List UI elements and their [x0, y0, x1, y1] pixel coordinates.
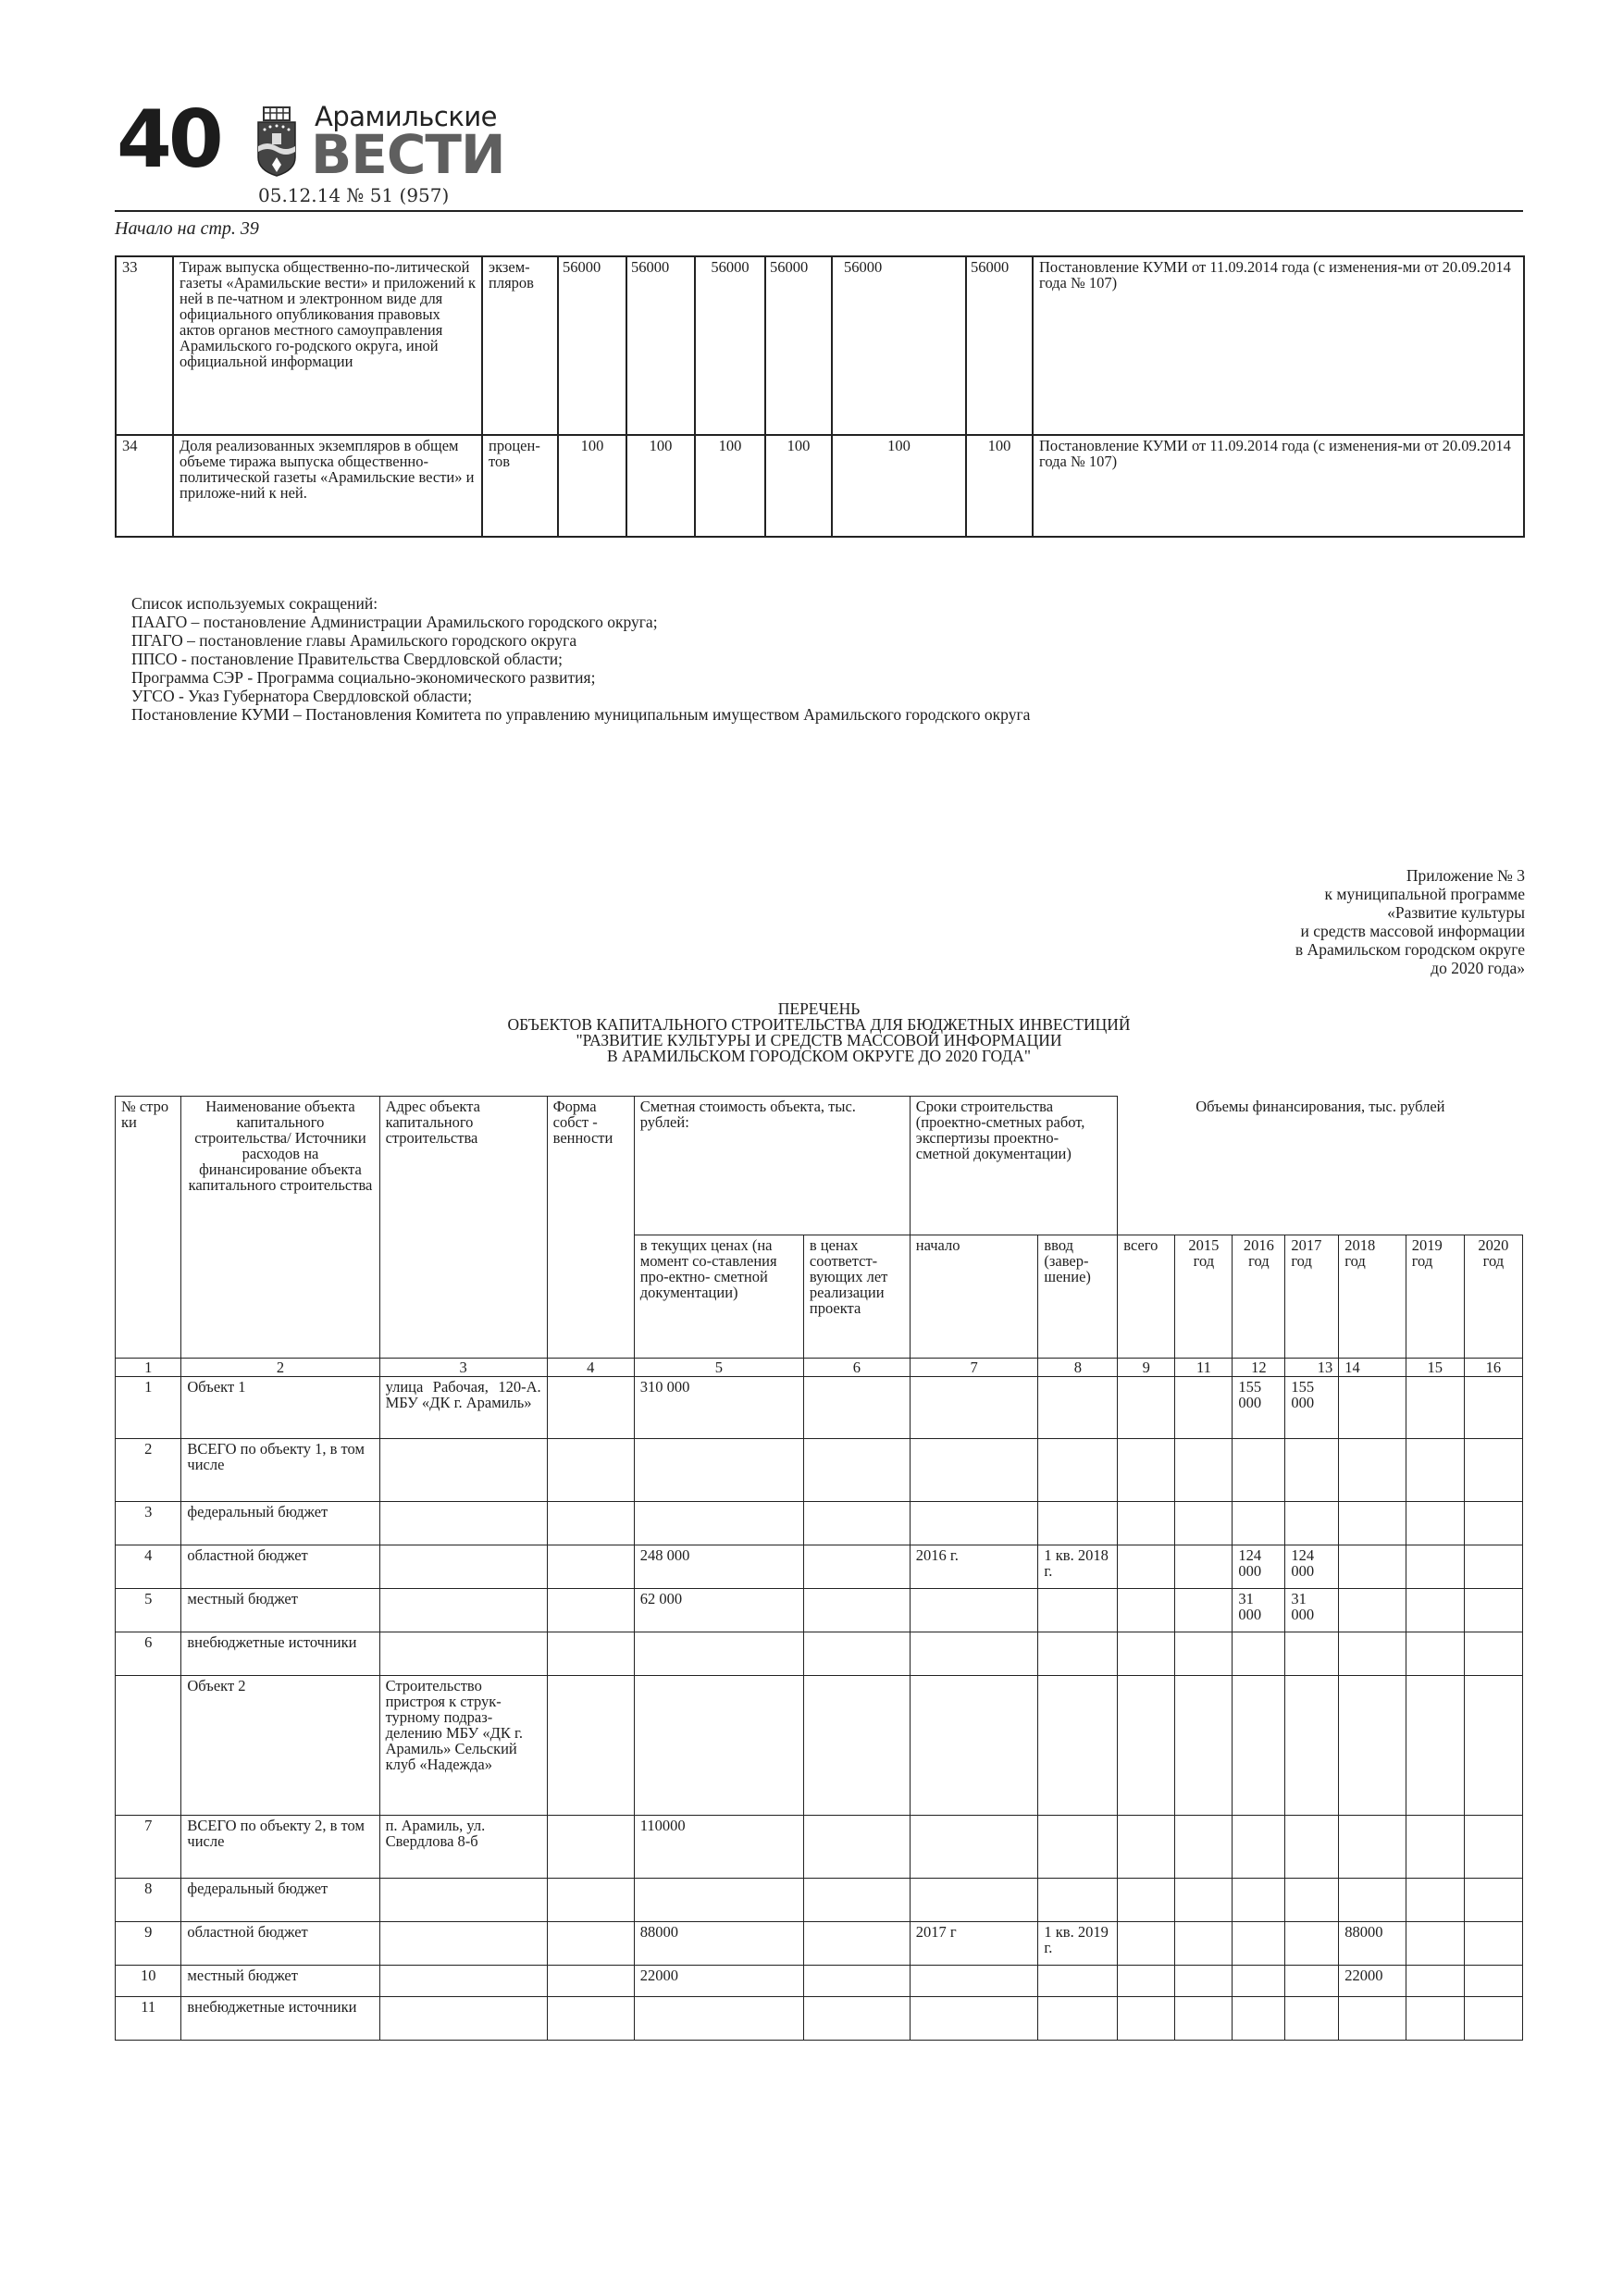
table-row [116, 1997, 1523, 2041]
funding-total [1118, 1816, 1175, 1879]
appendix-line: в Арамильском городском округе [1295, 940, 1525, 959]
start-date [910, 1377, 1038, 1439]
funding-2018 [1339, 1676, 1406, 1816]
end-date [1038, 1502, 1118, 1545]
header-cost-group: Сметная стоимость объекта, тыс. рублей: [634, 1097, 910, 1235]
table-row [116, 1879, 1523, 1922]
row-number: 1 [116, 1377, 181, 1439]
funding-2017: 155 000 [1285, 1377, 1339, 1439]
funding-2015 [1175, 1997, 1233, 2041]
object-name: Объект 1 [181, 1377, 379, 1439]
appendix-line: и средств массовой информации [1300, 922, 1525, 940]
table-row [116, 1922, 1523, 1966]
cost-current: 248 000 [634, 1545, 803, 1589]
start-date [910, 1879, 1038, 1922]
funding-total [1118, 1966, 1175, 1997]
funding-2016 [1233, 1879, 1285, 1922]
table-row [116, 1632, 1523, 1676]
table-row [116, 1676, 1523, 1816]
table-row [116, 1545, 1523, 1589]
row-number: 2 [116, 1439, 181, 1502]
column-number: 4 [547, 1359, 634, 1377]
continued-from: Начало на стр. 39 [115, 218, 259, 239]
funding-total [1118, 1545, 1175, 1589]
indicators-table [115, 255, 1525, 538]
cost-years [803, 1502, 910, 1545]
start-date [910, 1997, 1038, 2041]
abbreviations-title: Список используемых сокращений: [131, 594, 378, 613]
funding-2017 [1285, 1966, 1339, 1997]
object-name: местный бюджет [181, 1966, 379, 1997]
object-name: федеральный бюджет [181, 1502, 379, 1545]
column-number: 8 [1038, 1359, 1118, 1377]
funding-2016 [1233, 1676, 1285, 1816]
header-total: всего [1118, 1235, 1175, 1359]
funding-2016 [1233, 1502, 1285, 1545]
row-number: 3 [116, 1502, 181, 1545]
funding-total [1118, 1632, 1175, 1676]
cost-years [803, 1676, 910, 1816]
header-year-2020: 2020 год [1464, 1235, 1522, 1359]
column-number: 15 [1406, 1359, 1464, 1377]
funding-2020 [1464, 1879, 1522, 1922]
cost-years [803, 1589, 910, 1632]
object-address: Строительство пристроя к струк-турному подраз-делению МБУ «ДК г. Арамиль» Сельский клуб «Надежда» [379, 1676, 547, 1816]
funding-2015 [1175, 1816, 1233, 1879]
funding-2015 [1175, 1922, 1233, 1966]
funding-2020 [1464, 1377, 1522, 1439]
table-row [116, 1502, 1523, 1545]
object-address [379, 1632, 547, 1676]
ownership [547, 1676, 634, 1816]
appendix-note [1295, 866, 1525, 977]
funding-2017 [1285, 1922, 1339, 1966]
abbreviation-item: Программа СЭР - Программа социально-экономического развития; [131, 668, 596, 687]
table-row [116, 1966, 1523, 1997]
cost-years [803, 1966, 910, 1997]
funding-2019 [1406, 1377, 1464, 1439]
start-date [910, 1816, 1038, 1879]
row-number: 34 [116, 435, 173, 537]
document-title [115, 1001, 1523, 1064]
funding-2016: 31 000 [1233, 1589, 1285, 1632]
start-date [910, 1966, 1038, 1997]
header-row [116, 1097, 1523, 1235]
column-number: 11 [1175, 1359, 1233, 1377]
funding-2018 [1339, 1439, 1406, 1502]
header-cost-years: в ценах соответст-вующих лет реализации проекта [803, 1235, 910, 1359]
object-address [379, 1997, 547, 2041]
title-line: "РАЗВИТИЕ КУЛЬТУРЫ И СРЕДСТВ МАССОВОЙ ИНФОРМАЦИИ [576, 1031, 1062, 1049]
funding-2018 [1339, 1816, 1406, 1879]
table-row [116, 1439, 1523, 1502]
object-address [379, 1966, 547, 1997]
header-funding-group: Объемы финансирования, тыс. рублей [1118, 1097, 1523, 1235]
object-address [379, 1439, 547, 1502]
funding-2016 [1233, 1922, 1285, 1966]
row-number: 4 [116, 1545, 181, 1589]
cost-current [634, 1502, 803, 1545]
object-address [379, 1922, 547, 1966]
funding-total [1118, 1439, 1175, 1502]
end-date [1038, 1632, 1118, 1676]
column-number: 1 [116, 1359, 181, 1377]
ownership [547, 1377, 634, 1439]
funding-2015 [1175, 1676, 1233, 1816]
column-number: 12 [1233, 1359, 1285, 1377]
object-address [379, 1502, 547, 1545]
row-number: 11 [116, 1997, 181, 2041]
ownership [547, 1439, 634, 1502]
abbreviation-item: УГСО - Указ Губернатора Свердловской области; [131, 687, 473, 705]
funding-2018 [1339, 1377, 1406, 1439]
header-ownership: Форма собст - венности [547, 1097, 634, 1359]
cost-current: 110000 [634, 1816, 803, 1879]
object-address [379, 1545, 547, 1589]
cost-years [803, 1997, 910, 2041]
table-row [116, 1377, 1523, 1439]
cost-current [634, 1997, 803, 2041]
row-number: 5 [116, 1589, 181, 1632]
funding-2016 [1233, 1439, 1285, 1502]
funding-2018 [1339, 1589, 1406, 1632]
funding-total [1118, 1676, 1175, 1816]
row-number: 10 [116, 1966, 181, 1997]
funding-2017 [1285, 1816, 1339, 1879]
funding-2016: 155 000 [1233, 1377, 1285, 1439]
end-date: 1 кв. 2019 г. [1038, 1922, 1118, 1966]
newspaper-name-top: Арамильские [315, 101, 498, 132]
header-address: Адрес объекта капитального строительства [379, 1097, 547, 1359]
cost-current [634, 1676, 803, 1816]
funding-2019 [1406, 1922, 1464, 1966]
abbreviation-item: ПААГО – постановление Администрации Арамильского городского округа; [131, 613, 658, 631]
cost-years [803, 1879, 910, 1922]
start-date [910, 1589, 1038, 1632]
funding-2016 [1233, 1997, 1285, 2041]
funding-2020 [1464, 1966, 1522, 1997]
header-end: ввод (завер-шение) [1038, 1235, 1118, 1359]
funding-2016 [1233, 1632, 1285, 1676]
column-number: 9 [1118, 1359, 1175, 1377]
funding-total [1118, 1879, 1175, 1922]
funding-2019 [1406, 1502, 1464, 1545]
abbreviation-item: ПГАГО – постановление главы Арамильского городского округа [131, 631, 577, 650]
funding-2018: 22000 [1339, 1966, 1406, 1997]
object-address [379, 1589, 547, 1632]
start-date [910, 1632, 1038, 1676]
funding-2020 [1464, 1545, 1522, 1589]
funding-2020 [1464, 1632, 1522, 1676]
page-number: 40 [117, 93, 220, 186]
funding-2016 [1233, 1966, 1285, 1997]
row-number: 8 [116, 1879, 181, 1922]
funding-total [1118, 1589, 1175, 1632]
start-date: 2017 г [910, 1922, 1038, 1966]
indicator-value: 100 [558, 435, 626, 537]
indicator-value: 56000 [832, 256, 966, 435]
funding-2015 [1175, 1632, 1233, 1676]
ownership [547, 1589, 634, 1632]
cost-years [803, 1545, 910, 1589]
ownership [547, 1997, 634, 2041]
funding-2020 [1464, 1922, 1522, 1966]
indicator-value: 100 [695, 435, 765, 537]
coat-of-arms-icon [255, 105, 298, 178]
column-number: 2 [181, 1359, 379, 1377]
funding-2015 [1175, 1502, 1233, 1545]
funding-2015 [1175, 1545, 1233, 1589]
funding-2020 [1464, 1676, 1522, 1816]
funding-2018 [1339, 1879, 1406, 1922]
object-name: ВСЕГО по объекту 2, в том числе [181, 1816, 379, 1879]
funding-total [1118, 1997, 1175, 2041]
funding-2017 [1285, 1676, 1339, 1816]
funding-2015 [1175, 1966, 1233, 1997]
indicator-value: 100 [626, 435, 695, 537]
funding-2019 [1406, 1966, 1464, 1997]
object-name: ВСЕГО по объекту 1, в том числе [181, 1439, 379, 1502]
start-date [910, 1676, 1038, 1816]
column-number: 3 [379, 1359, 547, 1377]
cost-current [634, 1879, 803, 1922]
ownership [547, 1502, 634, 1545]
indicator-name: Тираж выпуска общественно-по-литической газеты «Арамильские вести» и приложений к ней в пе-чатном и электронном виде для официального опубликования правовых актов органов местного самоуправления Арамильского го-родского округа, иной официальной информации [173, 256, 482, 435]
title-line: ПЕРЕЧЕНЬ [777, 999, 861, 1018]
funding-total [1118, 1922, 1175, 1966]
ownership [547, 1966, 634, 1997]
object-address [379, 1879, 547, 1922]
newspaper-name-main: ВЕСТИ [311, 123, 505, 186]
start-date [910, 1439, 1038, 1502]
ownership [547, 1922, 634, 1966]
indicator-value: 56000 [558, 256, 626, 435]
ownership [547, 1632, 634, 1676]
column-number: 16 [1464, 1359, 1522, 1377]
indicator-value: 100 [765, 435, 832, 537]
object-name: областной бюджет [181, 1545, 379, 1589]
header-terms-group: Сроки строительства (проектно-сметных работ, экспертизы проектно-сметной документации) [910, 1097, 1118, 1235]
column-number: 6 [803, 1359, 910, 1377]
issue-info: 05.12.14 № 51 (957) [258, 184, 450, 206]
abbreviation-item: Постановление КУМИ – Постановления Комитета по управлению муниципальным имуществом Арамильского городского округа [131, 705, 1031, 724]
capital-objects-table [115, 1096, 1523, 2041]
cost-years [803, 1922, 910, 1966]
title-line: ОБЪЕКТОВ КАПИТАЛЬНОГО СТРОИТЕЛЬСТВА ДЛЯ БЮДЖЕТНЫХ ИНВЕСТИЦИЙ [507, 1015, 1131, 1034]
indicator-value: 56000 [966, 256, 1033, 435]
end-date [1038, 1377, 1118, 1439]
indicator-value: 56000 [765, 256, 832, 435]
funding-2017: 124 000 [1285, 1545, 1339, 1589]
row-number: 6 [116, 1632, 181, 1676]
funding-2020 [1464, 1997, 1522, 2041]
object-address: п. Арамиль, ул. Свердлова 8-б [379, 1816, 547, 1879]
cost-years [803, 1632, 910, 1676]
funding-2018 [1339, 1545, 1406, 1589]
object-name: федеральный бюджет [181, 1879, 379, 1922]
end-date [1038, 1589, 1118, 1632]
end-date [1038, 1997, 1118, 2041]
funding-2019 [1406, 1997, 1464, 2041]
indicator-value: 56000 [695, 256, 765, 435]
funding-2017 [1285, 1997, 1339, 2041]
cost-current: 62 000 [634, 1589, 803, 1632]
row-number: 33 [116, 256, 173, 435]
column-number: 14 [1339, 1359, 1406, 1377]
funding-2019 [1406, 1816, 1464, 1879]
end-date [1038, 1816, 1118, 1879]
column-number: 5 [634, 1359, 803, 1377]
table-row [116, 435, 1524, 537]
appendix-line: Приложение № 3 [1406, 866, 1525, 885]
funding-2019 [1406, 1589, 1464, 1632]
funding-2017 [1285, 1502, 1339, 1545]
ownership [547, 1545, 634, 1589]
row-number [116, 1676, 181, 1816]
funding-total [1118, 1502, 1175, 1545]
header-year-2016: 2016 год [1233, 1235, 1285, 1359]
header-start: начало [910, 1235, 1038, 1359]
cost-current: 88000 [634, 1922, 803, 1966]
appendix-line: «Развитие культуры [1387, 903, 1525, 922]
header-name: Наименование объекта капитального строительства/ Источники расходов на финансирование объекта капитального строительства [181, 1097, 379, 1359]
header-year-2019: 2019 год [1406, 1235, 1464, 1359]
ownership [547, 1816, 634, 1879]
funding-2015 [1175, 1377, 1233, 1439]
indicator-source: Постановление КУМИ от 11.09.2014 года (с изменения-ми от 20.09.2014 года № 107) [1033, 435, 1524, 537]
funding-2019 [1406, 1676, 1464, 1816]
object-name: Объект 2 [181, 1676, 379, 1816]
indicator-value: 100 [966, 435, 1033, 537]
start-date [910, 1502, 1038, 1545]
indicator-value: 100 [832, 435, 966, 537]
end-date [1038, 1879, 1118, 1922]
cost-years [803, 1439, 910, 1502]
cost-current: 22000 [634, 1966, 803, 1997]
indicator-unit: экзем-пляров [482, 256, 558, 435]
funding-2017 [1285, 1439, 1339, 1502]
abbreviations-list [131, 594, 1030, 724]
indicator-name: Доля реализованных экземпляров в общем объеме тиража выпуска общественно-политической газеты «Арамильские вести» и приложе-ний к ней. [173, 435, 482, 537]
end-date [1038, 1676, 1118, 1816]
cost-years [803, 1377, 910, 1439]
funding-2018 [1339, 1997, 1406, 2041]
indicator-source: Постановление КУМИ от 11.09.2014 года (с изменения-ми от 20.09.2014 года № 107) [1033, 256, 1524, 435]
funding-2020 [1464, 1439, 1522, 1502]
title-line: В АРАМИЛЬСКОМ ГОРОДСКОМ ОКРУГЕ ДО 2020 ГОДА" [606, 1047, 1032, 1065]
row-number: 9 [116, 1922, 181, 1966]
indicator-unit: процен-тов [482, 435, 558, 537]
cost-current: 310 000 [634, 1377, 803, 1439]
header-year-2018: 2018 год [1339, 1235, 1406, 1359]
funding-2020 [1464, 1816, 1522, 1879]
funding-2017 [1285, 1632, 1339, 1676]
funding-2019 [1406, 1632, 1464, 1676]
appendix-line: до 2020 года» [1431, 959, 1525, 977]
end-date [1038, 1966, 1118, 1997]
funding-2015 [1175, 1879, 1233, 1922]
object-name: внебюджетные источники [181, 1632, 379, 1676]
table-row [116, 1816, 1523, 1879]
funding-2020 [1464, 1502, 1522, 1545]
funding-2018: 88000 [1339, 1922, 1406, 1966]
funding-2019 [1406, 1439, 1464, 1502]
indicator-value: 56000 [626, 256, 695, 435]
object-name: областной бюджет [181, 1922, 379, 1966]
appendix-line: к муниципальной программе [1324, 885, 1525, 903]
cost-current [634, 1439, 803, 1502]
end-date: 1 кв. 2018 г. [1038, 1545, 1118, 1589]
header-row-number: № стро ки [116, 1097, 181, 1359]
column-numbers-row [116, 1359, 1523, 1377]
abbreviation-item: ППСО - постановление Правительства Свердловской области; [131, 650, 564, 668]
funding-2015 [1175, 1589, 1233, 1632]
header-year-2017: 2017 год [1285, 1235, 1339, 1359]
funding-2015 [1175, 1439, 1233, 1502]
table-row [116, 256, 1524, 435]
ownership [547, 1879, 634, 1922]
funding-2017: 31 000 [1285, 1589, 1339, 1632]
header-divider [115, 210, 1523, 212]
funding-2016 [1233, 1816, 1285, 1879]
funding-total [1118, 1377, 1175, 1439]
funding-2020 [1464, 1589, 1522, 1632]
column-number: 7 [910, 1359, 1038, 1377]
funding-2018 [1339, 1632, 1406, 1676]
funding-2019 [1406, 1879, 1464, 1922]
header-cost-current: в текущих ценах (на момент со-ставления про-ектно- сметной документации) [634, 1235, 803, 1359]
start-date: 2016 г. [910, 1545, 1038, 1589]
funding-2019 [1406, 1545, 1464, 1589]
row-number: 7 [116, 1816, 181, 1879]
object-name: местный бюджет [181, 1589, 379, 1632]
end-date [1038, 1439, 1118, 1502]
object-name: внебюджетные источники [181, 1997, 379, 2041]
table-row [116, 1589, 1523, 1632]
funding-2018 [1339, 1502, 1406, 1545]
header-year-2015: 2015 год [1175, 1235, 1233, 1359]
cost-current [634, 1632, 803, 1676]
funding-2016: 124 000 [1233, 1545, 1285, 1589]
cost-years [803, 1816, 910, 1879]
column-number: 13 [1285, 1359, 1339, 1377]
funding-2017 [1285, 1879, 1339, 1922]
object-address: улица Рабочая, 120-А. МБУ «ДК г. Арамиль» [379, 1377, 547, 1439]
